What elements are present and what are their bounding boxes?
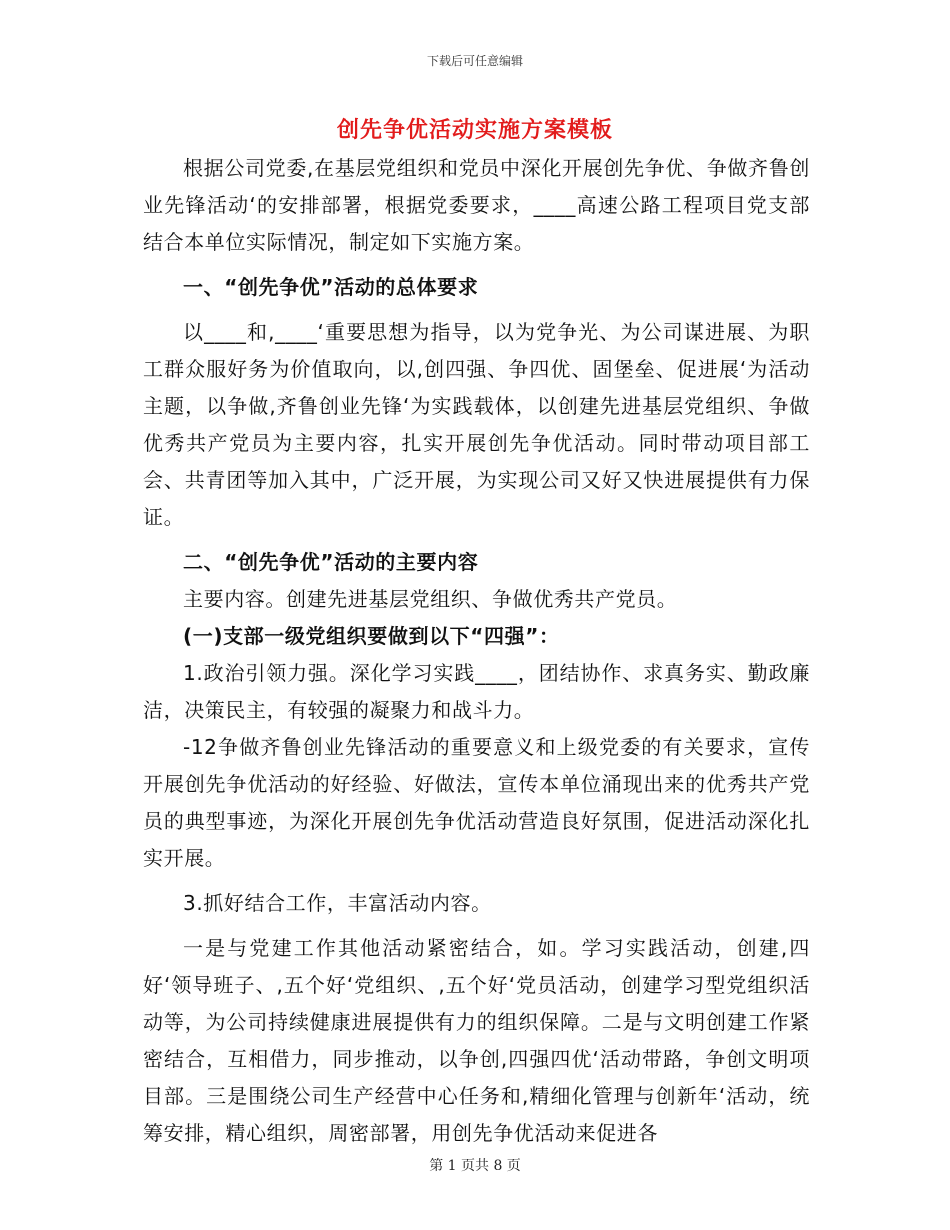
section-heading-1: 一、“创先争优”活动的总体要求 [183,275,479,299]
intro-paragraph: 根据公司党委,在基层党组织和党员中深化开展创先争优、争做齐鲁创业先锋活动‘的安排部署，根据党委要求，____高速公路工程项目党支部结合本单位实际情况，制定如下实施方案。 [143,156,810,254]
page-header: 下载后可任意编辑 [426,54,523,68]
document-body [143,150,810,1152]
section-heading-2: 二、“创先争优”活动的主要内容 [183,550,479,574]
item-2-paragraph: -12争做齐鲁创业先锋活动的重要意义和上级党委的有关要求，宣传开展创先争优活动的好经验、好做法，宣传本单位涌现出来的优秀共产党员的典型事迹，为深化开展创先争优活动营造良好氛围，促进活动深化扎实开展。 [143,735,810,870]
item-1-paragraph: 1.政治引领力强。深化学习实践____，团结协作、求真务实、勤政廉洁，决策民主，有较强的凝聚力和战斗力。 [143,661,810,722]
integration-paragraph: 一是与党建工作其他活动紧密结合，如。学习实践活动，创建,四好‘领导班子、,五个好‘党组织、,五个好‘党员活动，创建学习型党组织活动等，为公司持续健康进展提供有力的组织保障。二是与文明创建工作紧密结合，互相借力，同步推动，以争创,四强四优‘活动带路，争创文明项目部。三是围绕公司生产经营中心任务和,精细化管理与创新年‘活动，统筹安排，精心组织，周密部署，用创先争优活动来促进各 [143,936,810,1145]
subsection-heading: (一)支部一级党组织要做到以下“四强”： [183,624,560,648]
main-content-paragraph: 主要内容。创建先进基层党组织、争做优秀共产党员。 [183,587,678,611]
requirements-paragraph: 以____和,____‘重要思想为指导，以为党争光、为公司谋进展、为职工群众服好务为价值取向，以,创四强、争四优、固堡垒、促进展‘为活动主题，以争做,齐鲁创业先锋‘为实践载体，以创建先进基层党组织、争做优秀共产党员为主要内容，扎实开展创先争优活动。同时带动项目部工会、共青团等加入其中，广泛开展，为实现公司又好又快进展提供有力保证。 [143,320,810,529]
item-3-paragraph: 3.抓好结合工作，丰富活动内容。 [183,891,492,915]
page-footer: 第 1 页共 8 页 [429,1158,521,1174]
document-title: 创先争优活动实施方案模板 [336,118,613,143]
